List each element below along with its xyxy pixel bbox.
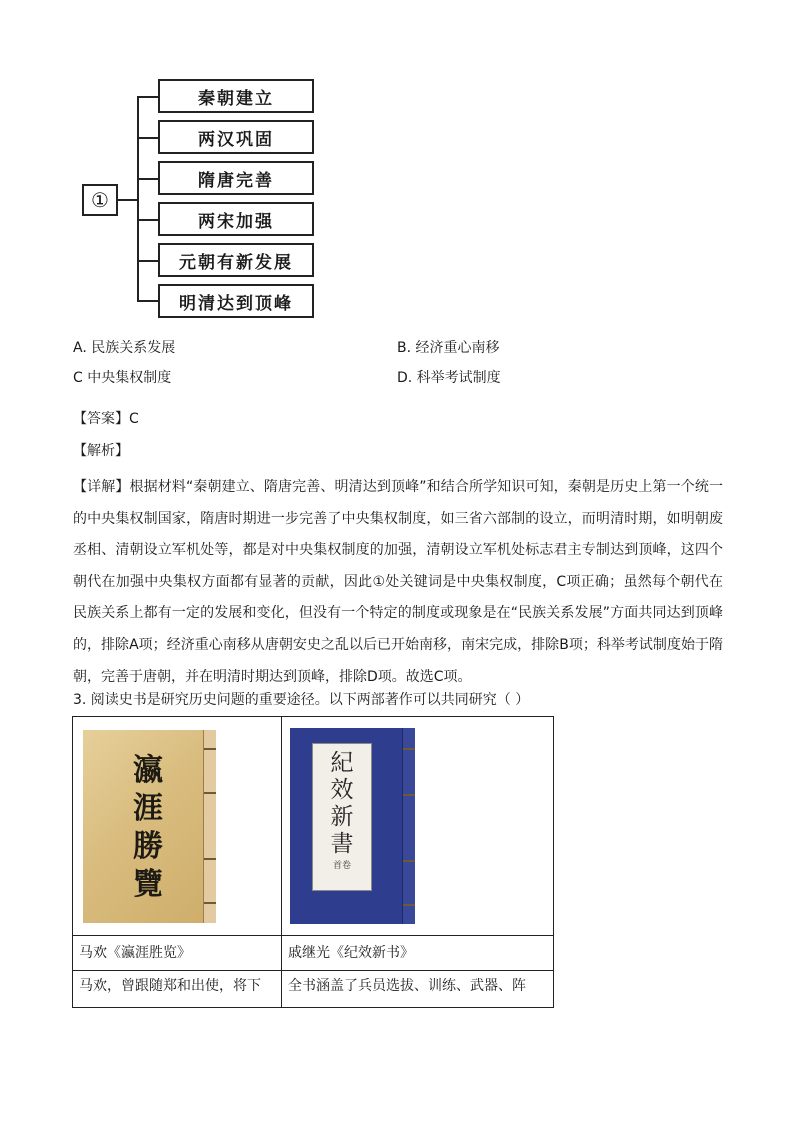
book-spine bbox=[402, 728, 415, 924]
book-cover-title: 紀 效 新 書 bbox=[330, 750, 354, 857]
diagram-leaf-qin bbox=[158, 79, 314, 113]
book-image-cell bbox=[282, 717, 554, 936]
answer-label: 【答案】 bbox=[73, 411, 129, 427]
leaf-label: 元朝有新发展 bbox=[179, 252, 293, 273]
book-cover-title: 瀛 涯 勝 覽 bbox=[133, 753, 163, 902]
diagram-leaf-yuan bbox=[158, 243, 314, 277]
book-spine bbox=[203, 730, 216, 923]
book-caption: 马欢《瀛涯胜览》 bbox=[73, 936, 282, 971]
leaf-label: 隋唐完善 bbox=[198, 170, 274, 191]
diagram-branch bbox=[137, 96, 158, 98]
detail-paragraph bbox=[73, 472, 723, 693]
diagram-leaf-suitang bbox=[158, 161, 314, 195]
book-cover-jixiao bbox=[290, 728, 402, 924]
book-image-cell bbox=[73, 717, 282, 936]
question-3: 3. 阅读史书是研究历史问题的重要途径。以下两部著作可以共同研究（ ） bbox=[73, 692, 530, 708]
book-cover-subtitle: 首卷 bbox=[332, 861, 351, 871]
hierarchy-diagram bbox=[0, 0, 794, 330]
leaf-label: 两汉巩固 bbox=[198, 129, 274, 150]
option-a: A. 民族关系发展 bbox=[73, 340, 176, 356]
leaf-label: 两宋加强 bbox=[198, 211, 274, 232]
answer-value: C bbox=[129, 411, 139, 427]
diagram-connector bbox=[118, 199, 138, 201]
diagram-branch bbox=[137, 219, 158, 221]
books-table bbox=[72, 716, 554, 1008]
leaf-label: 明清达到顶峰 bbox=[179, 293, 293, 314]
option-b: B. 经济重心南移 bbox=[397, 340, 500, 356]
diagram-leaf-mingqing bbox=[158, 284, 314, 318]
diagram-leaf-han bbox=[158, 120, 314, 154]
leaf-label: 秦朝建立 bbox=[198, 88, 274, 109]
diagram-root-label: ① bbox=[91, 188, 109, 212]
option-c: C 中央集权制度 bbox=[73, 370, 172, 386]
book-cover-label bbox=[312, 743, 372, 891]
diagram-branch bbox=[137, 178, 158, 180]
detail-label: 【详解】 bbox=[73, 479, 130, 495]
diagram-leaf-song bbox=[158, 202, 314, 236]
book-caption: 戚继光《纪效新书》 bbox=[282, 936, 554, 971]
diagram-root-box bbox=[82, 184, 118, 216]
analysis-label: 【解析】 bbox=[73, 443, 129, 459]
book-cover-yingya bbox=[83, 730, 204, 923]
diagram-trunk bbox=[137, 96, 139, 302]
book-description: 马欢，曾跟随郑和出使，将下 bbox=[73, 971, 282, 1008]
diagram-branch bbox=[137, 260, 158, 262]
diagram-branch bbox=[137, 137, 158, 139]
answer-line bbox=[73, 409, 139, 429]
detail-text: 根据材料“秦朝建立、隋唐完善、明清达到顶峰”和结合所学知识可知，秦朝是历史上第一个统一的中央集权制国家，隋唐时期进一步完善了中央集权制度，如三省六部制的设立，而明清时期，如明朝废丞相、清朝设立军机处等，都是对中央集权制度的加强，清朝设立军机处标志君主专制达到顶峰，这四个朝代在加强中央集权方面都有显著的贡献，因此①处关键词是中央集权制度，C项正确；虽然每个朝代在民族关系上都有一定的发展和变化，但没有一个特定的制度或现象是在“民族关系发展”方面共同达到顶峰的，排除A项；经济重心南移从唐朝安史之乱以后已开始南移，南宋完成，排除B项；科举考试制度始于隋朝，完善于唐朝，并在明清时期达到顶峰，排除D项。故选C项。 bbox=[73, 479, 723, 685]
option-d: D. 科举考试制度 bbox=[397, 370, 501, 386]
diagram-branch bbox=[137, 300, 158, 302]
book-description: 全书涵盖了兵员选拔、训练、武器、阵 bbox=[282, 971, 554, 1008]
